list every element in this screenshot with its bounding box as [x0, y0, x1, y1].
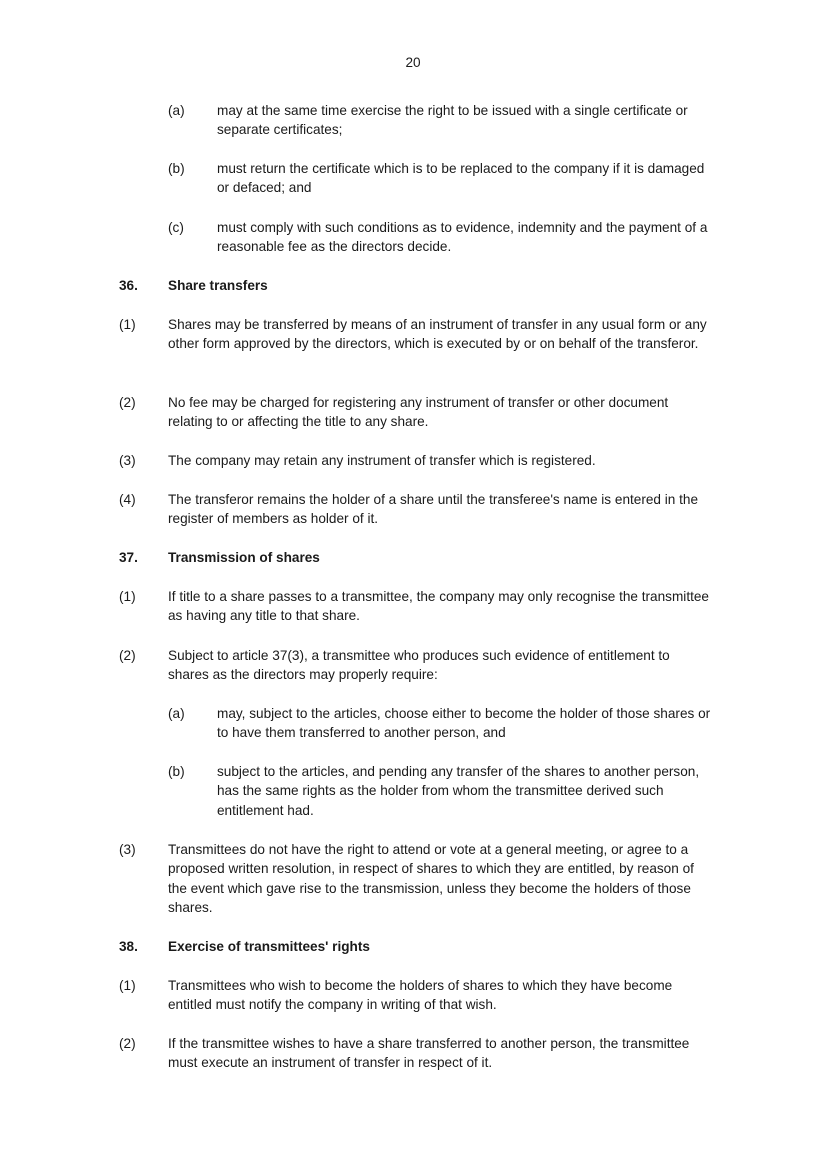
- paragraph-label: (2): [119, 1036, 136, 1051]
- item-text: may, subject to the articles, choose either to become the holder of those shares or to have them transferred to another person, and: [217, 706, 711, 741]
- item-label: (a): [168, 103, 185, 118]
- article-number: 38.: [119, 939, 138, 954]
- paragraph-label: (1): [119, 589, 136, 604]
- item-text: must return the certificate which is to be replaced to the company if it is damaged or defaced; and: [217, 161, 705, 196]
- paragraph-text: Subject to article 37(3), a transmittee who produces such evidence of entitlement to shares as the directors may properly require:: [168, 648, 670, 683]
- paragraph-label: (3): [119, 453, 136, 468]
- paragraph-text: Transmittees do not have the right to attend or vote at a general meeting, or agree to a proposed written resolution, in respect of shares to which they are entitled, by reason of the event which gave rise to the transmission, unless they become the holders of those shares.: [168, 842, 694, 916]
- paragraph-text: If the transmittee wishes to have a share transferred to another person, the transmittee must execute an instrument of transfer in respect of it.: [168, 1036, 690, 1071]
- item-text: subject to the articles, and pending any transfer of the shares to another person, has the same rights as the holder from whom the transmittee derived such entitlement had.: [217, 764, 700, 818]
- paragraph-label: (3): [119, 842, 136, 857]
- item-text: may at the same time exercise the right to be issued with a single certificate or separate certificates;: [217, 103, 688, 138]
- paragraph-label: (4): [119, 492, 136, 507]
- article-title: Transmission of shares: [168, 550, 320, 565]
- paragraph-text: Shares may be transferred by means of an instrument of transfer in any usual form or any other form approved by the directors, which is executed by or on behalf of the transferor.: [168, 317, 707, 352]
- item-label: (b): [168, 161, 185, 176]
- item-label: (a): [168, 706, 185, 721]
- item-text: must comply with such conditions as to evidence, indemnity and the payment of a reasonable fee as the directors decide.: [217, 220, 708, 255]
- page-number: 20: [405, 55, 421, 70]
- article-title: Share transfers: [168, 278, 268, 293]
- article-number: 37.: [119, 550, 138, 565]
- paragraph-label: (2): [119, 648, 136, 663]
- paragraph-text: The company may retain any instrument of transfer which is registered.: [168, 453, 596, 468]
- paragraph-text: Transmittees who wish to become the holders of shares to which they have become entitled must notify the company in writing of that wish.: [168, 978, 673, 1013]
- article-number: 36.: [119, 278, 138, 293]
- paragraph-label: (2): [119, 395, 136, 410]
- article-title: Exercise of transmittees' rights: [168, 939, 370, 954]
- paragraph-text: If title to a share passes to a transmittee, the company may only recognise the transmittee as having any title to that share.: [168, 589, 709, 624]
- paragraph-label: (1): [119, 978, 136, 993]
- paragraph-label: (1): [119, 317, 136, 332]
- item-label: (c): [168, 220, 184, 235]
- item-label: (b): [168, 764, 185, 779]
- paragraph-text: No fee may be charged for registering any instrument of transfer or other document relating to or affecting the title to any share.: [168, 395, 669, 430]
- paragraph-text: The transferor remains the holder of a share until the transferee's name is entered in the register of members as holder of it.: [168, 492, 699, 527]
